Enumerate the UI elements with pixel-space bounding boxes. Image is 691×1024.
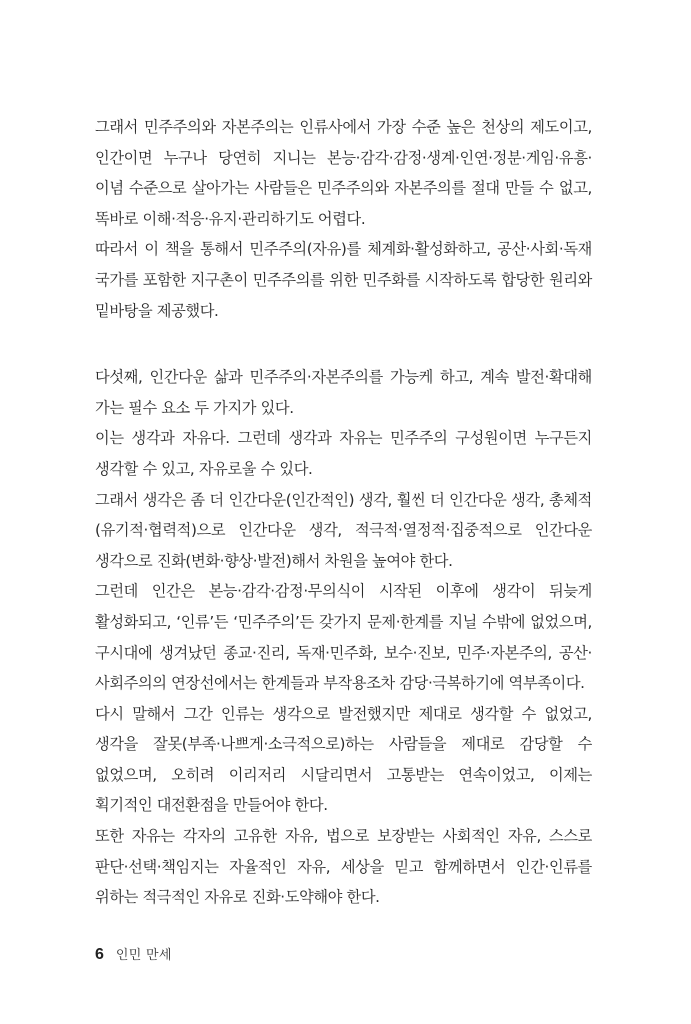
paragraph: 또한 자유는 각자의 고유한 자유, 법으로 보장받는 사회적인 자유, 스스로 판단·선택·책임지는 자율적인 자유, 세상을 믿고 함께하면서 인간·인류를 위하는 적극적인 자유로 진화·도약해야 한다. [95,827,592,907]
text-section-1 [95,112,592,326]
body-text [95,112,592,913]
paragraph: 다시 말해서 그간 인류는 생각으로 발전했지만 제대로 생각할 수 없었고, 생각을 잘못(부족·나쁘게·소극적으로)하는 사람들을 제대로 감당할 수 없었으며, 오히려 이리저리 시달리면서 고통받는 연속이었고, 이제는 획기적인 대전환점을 만들어야 한다. [95,704,592,815]
page-number: 6 [95,946,104,963]
paragraph: 그래서 생각은 좀 더 인간다운(인간적인) 생각, 훨씬 더 인간다운 생각, 총체적(유기적·협력적)으로 인간다운 생각, 적극적·열정적·집중적으로 인간다운 생각으로 진화(변화·향상·발전)해서 차원을 높여야 한다. [95,490,592,570]
paragraph: 따라서 이 책을 통해서 민주주의(자유)를 체계화·활성화하고, 공산·사회·독재 국가를 포함한 지구촌이 민주주의를 위한 민주화를 시작하도록 합당한 원리와 밑바탕을 제공했다. [95,240,592,320]
paragraph: 그래서 민주주의와 자본주의는 인류사에서 가장 수준 높은 천상의 제도이고, 인간이면 누구나 당연히 지니는 본능·감각·감정·생계·인연·정분·게임·유흥·이념 수준으로 살아가는 사람들은 민주주의와 자본주의를 절대 만들 수 없고, 똑바로 이해·적응·유지·관리하기도 어렵다. [95,118,592,228]
text-section-2 [95,362,592,913]
paragraph: 이는 생각과 자유다. 그런데 생각과 자유는 민주주의 구성원이면 누구든지 생각할 수 있고, 자유로울 수 있다. [95,429,592,478]
paragraph: 그런데 인간은 본능·감각·감정·무의식이 시작된 이후에 생각이 뒤늦게 활성화되고, ‘인류’든 ‘민주주의’든 갖가지 문제·한계를 지닐 수밖에 없었으며, 구시대에 생겨났던 종교·진리, 독재·민주화, 보수·진보, 민주·자본주의, 공산·사회주의의 연장선에서는 한계들과 부작용조차 감당·극복하기에 역부족이다. [95,582,592,693]
running-title: 인민 만세 [115,948,172,963]
paragraph: 다섯째, 인간다운 삶과 민주주의·자본주의를 가능케 하고, 계속 발전·확대해 가는 필수 요소 두 가지가 있다. [95,368,592,417]
page-footer [95,944,172,964]
